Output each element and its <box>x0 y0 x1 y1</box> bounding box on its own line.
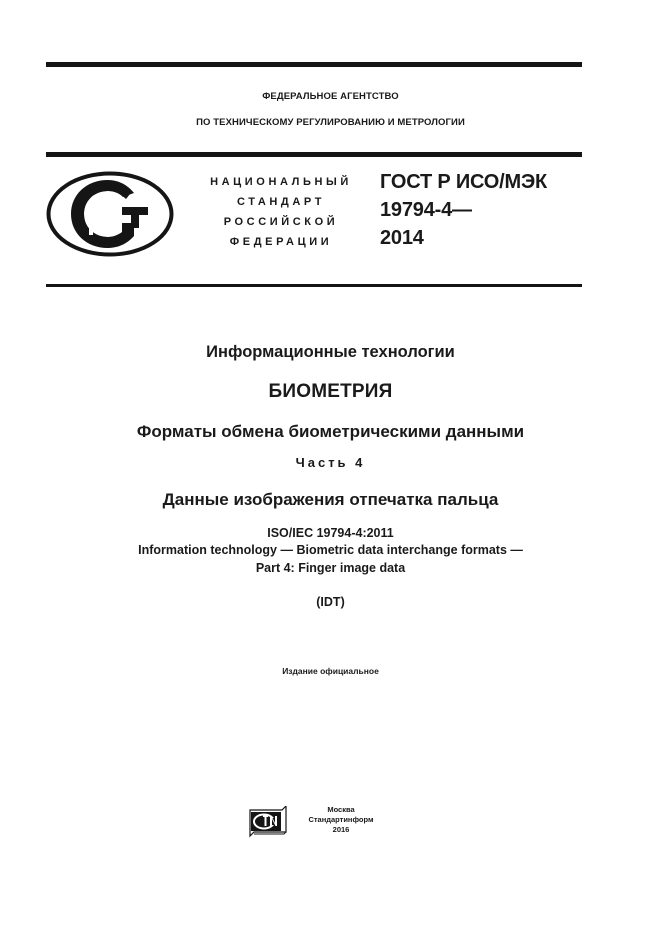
english-title-line-2: Part 4: Finger image data <box>255 561 406 575</box>
header-rule <box>46 152 582 157</box>
subtitle: Форматы обмена биометрическими данными <box>136 422 525 441</box>
part-number: Часть 4 <box>295 455 366 470</box>
national-line-4: ФЕДЕРАЦИИ <box>229 236 333 248</box>
publisher-city: Москва <box>327 805 355 814</box>
national-line-2: СТАНДАРТ <box>236 196 326 208</box>
equivalence-label: (IDT) <box>316 595 345 609</box>
edition-label: Издание официальное <box>282 666 379 676</box>
footer-rule <box>46 284 582 287</box>
gost-r-logo-icon <box>46 171 174 257</box>
designation-line-3: 2014 <box>380 227 424 249</box>
publisher-name: Стандартинформ <box>308 815 374 824</box>
top-rule <box>46 62 582 67</box>
national-standard-label <box>196 172 366 252</box>
publisher-block <box>296 805 386 835</box>
standard-designation <box>380 168 547 252</box>
designation-line-2: 19794-4— <box>380 199 472 221</box>
english-title-line-1: Information technology — Biometric data interchange formats — <box>138 543 523 557</box>
national-line-3: РОССИЙСКОЙ <box>223 216 339 228</box>
standartinform-logo-icon <box>248 806 288 838</box>
agency-name-line-1: ФЕДЕРАЛЬНОЕ АГЕНТСТВО <box>262 91 399 102</box>
part-title: Данные изображения отпечатка пальца <box>162 490 499 509</box>
topic-title: БИОМЕТРИЯ <box>268 381 393 402</box>
agency-name-line-2: ПО ТЕХНИЧЕСКОМУ РЕГУЛИРОВАНИЮ И МЕТРОЛОГИИ <box>196 117 465 128</box>
iso-reference: ISO/IEC 19794-4:2011 <box>267 526 394 540</box>
series-title: Информационные технологии <box>206 343 455 361</box>
publication-year: 2016 <box>332 825 350 834</box>
designation-line-1: ГОСТ Р ИСО/МЭК <box>380 171 547 193</box>
national-line-1: НАЦИОНАЛЬНЫЙ <box>210 176 352 188</box>
